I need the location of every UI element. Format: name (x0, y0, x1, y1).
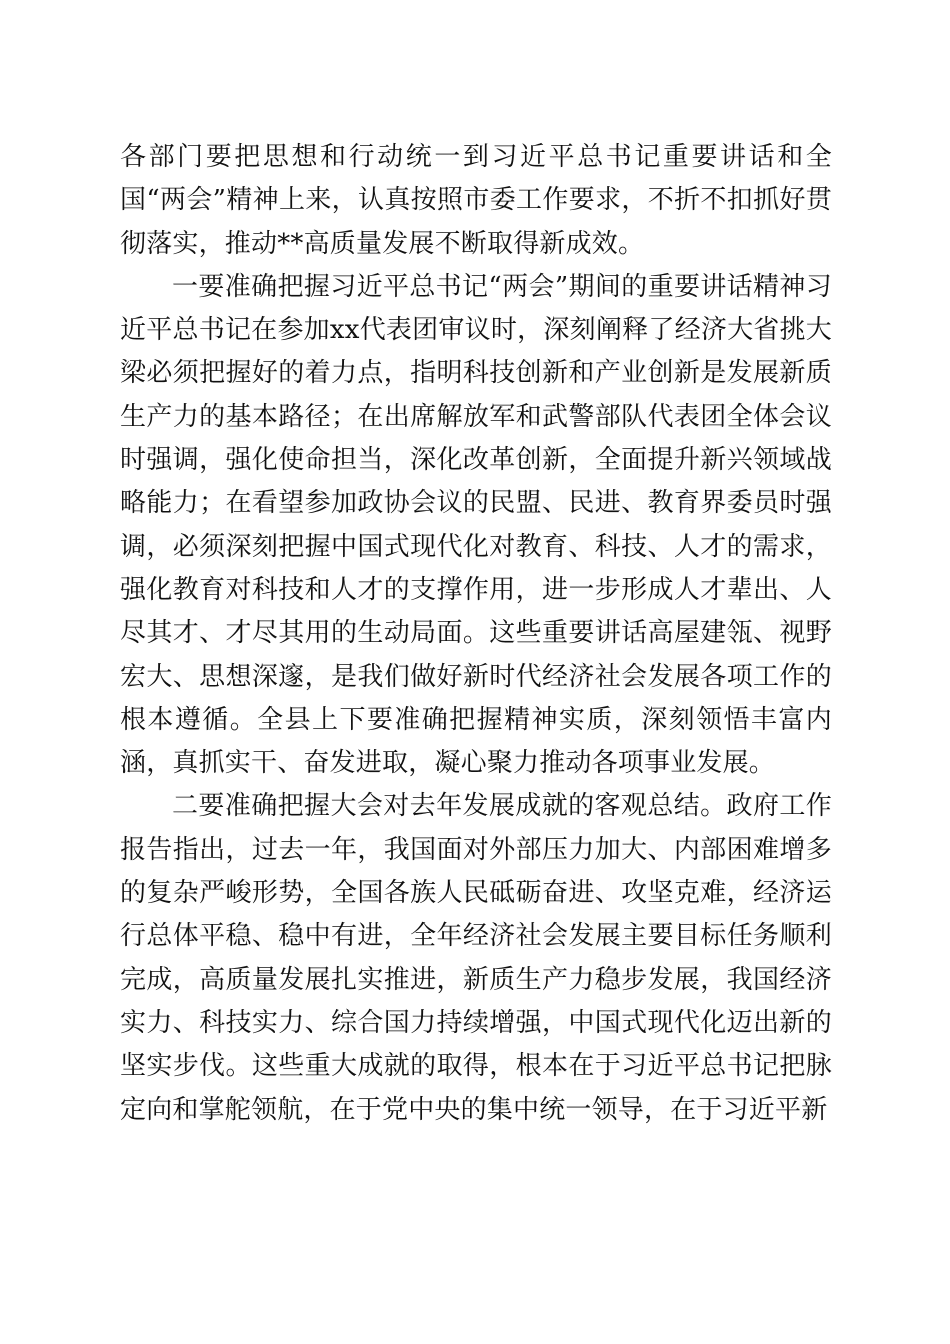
paragraph-continuation: 各部门要把思想和行动统一到习近平总书记重要讲话和全国“两会”精神上来，认真按照市委工作要求，不折不扣抓好贯彻落实，推动**高质量发展不断取得新成效。 (120, 142, 832, 259)
paragraph-section-one: 一要准确把握习近平总书记“两会”期间的重要讲话精神习近平总书记在参加xx代表团审议时，深刻阐释了经济大省挑大梁必须把握好的着力点，指明科技创新和产业创新是发展新质生产力的基本路径；在出席解放军和武警部队代表团全体会议时强调，强化使命担当，深化改革创新，全面提升新兴领域战略能力；在看望参加政协会议的民盟、民进、教育界委员时强调，必须深刻把握中国式现代化对教育、科技、人才的需求，强化教育对科技和人才的支撑作用，进一步形成人才辈出、人尽其才、才尽其用的生动局面。这些重要讲话高屋建瓴、视野宏大、思想深邃，是我们做好新时代经济社会发展各项工作的根本遵循。全县上下要准确把握精神实质，深刻领悟丰富内涵，真抓实干、奋发进取，凝心聚力推动各项事业发展。 (120, 271, 832, 779)
paragraph-section-two: 二要准确把握大会对去年发展成就的客观总结。政府工作报告指出，过去一年，我国面对外部压力加大、内部困难增多的复杂严峻形势，全国各族人民砥砺奋进、攻坚克难，经济运行总体平稳、稳中有进，全年经济社会发展主要目标任务顺利完成，高质量发展扎实推进，新质生产力稳步发展，我国经济实力、科技实力、综合国力持续增强，中国式现代化迈出新的坚实步伐。这些重大成就的取得，根本在于习近平总书记把脉定向和掌舵领航，在于党中央的集中统一领导，在于习近平新 (120, 791, 832, 1125)
document-body (120, 136, 832, 1132)
